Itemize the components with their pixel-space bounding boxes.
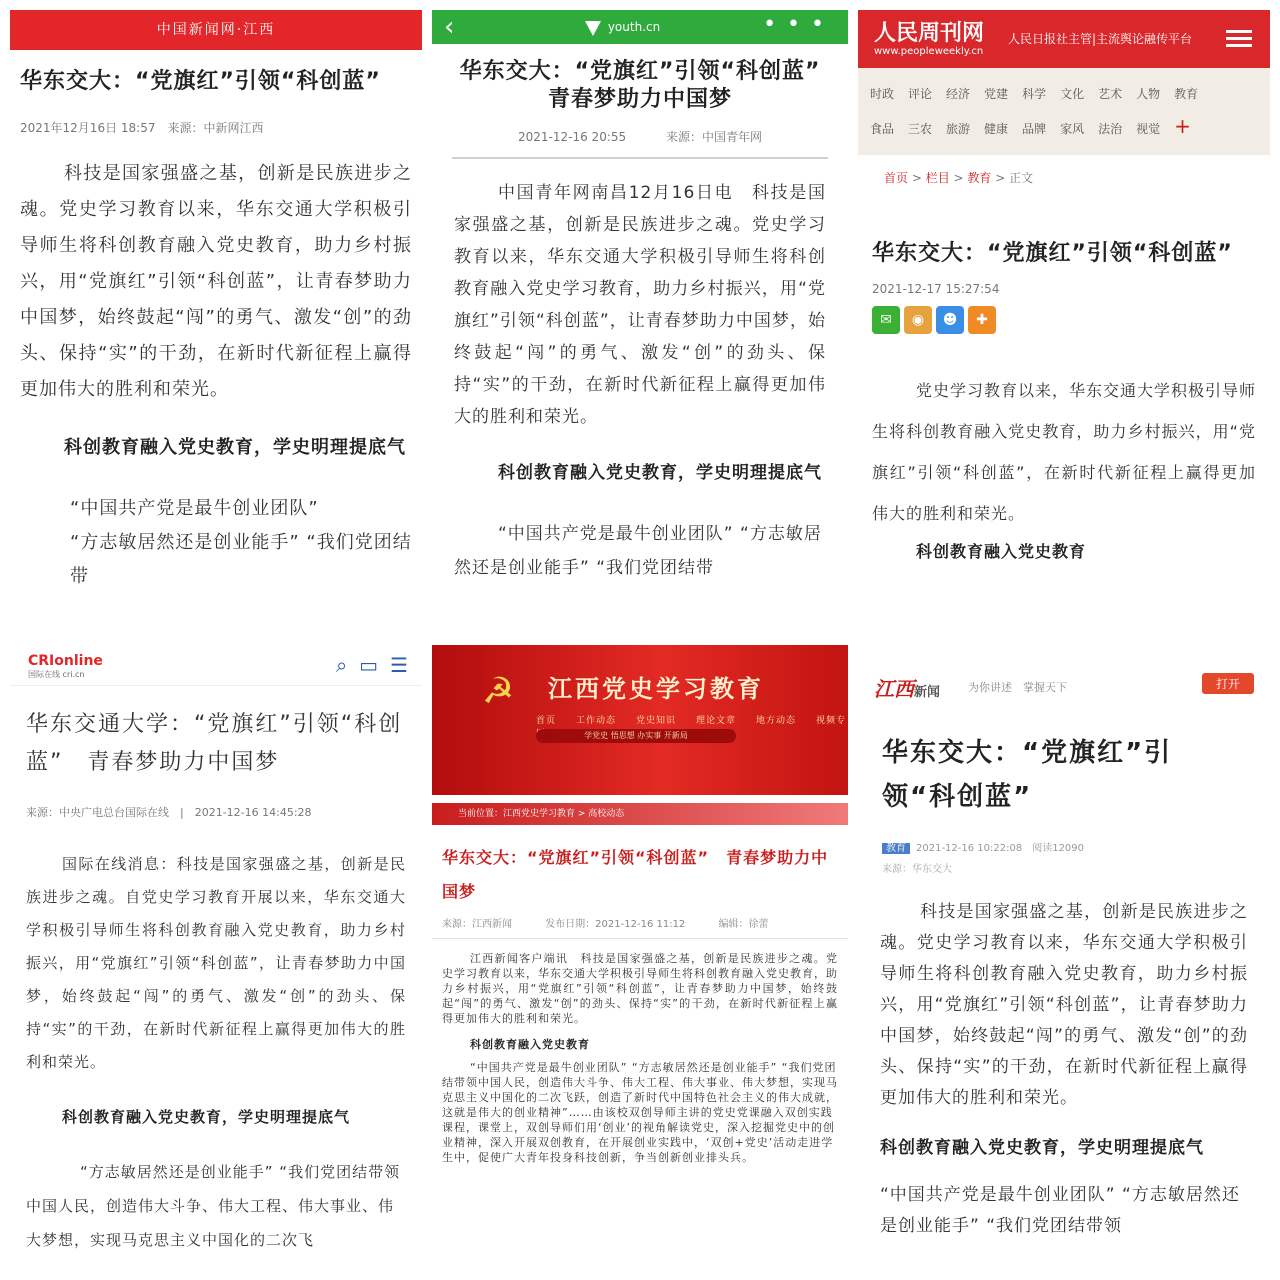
weibo-share-icon[interactable]: ◉ <box>904 306 932 334</box>
hammer-sickle-icon: ☭ <box>482 671 515 712</box>
nav-item[interactable]: 科学 <box>1022 87 1047 101</box>
nav-item[interactable]: 党建 <box>984 87 1009 101</box>
article-subhead: 科创教育融入党史教育 <box>470 1038 590 1051</box>
article-title: 华东交大：“党旗红”引领“科创蓝” 青春梦助力中国梦 <box>459 59 844 112</box>
monitor-icon[interactable]: ▭ <box>359 653 379 677</box>
app-toolbar <box>432 10 848 44</box>
wechat-share-icon[interactable]: ✉ <box>872 306 900 334</box>
article-editor: 编辑：徐蕾 <box>718 919 769 930</box>
article-source: 来源：华东交大 <box>882 864 952 875</box>
article-title: 华东交大：“党旗红”引领“科创蓝” <box>20 69 381 94</box>
nav-item[interactable]: 艺术 <box>1098 87 1123 101</box>
panel-jiangxi-news <box>858 645 1270 1270</box>
panel-cri <box>10 645 422 1270</box>
more-options-icon[interactable]: • • • <box>763 12 826 37</box>
article-meta: 2021-12-17 15:27:54 <box>872 282 1000 296</box>
qq-share-icon[interactable]: ☻ <box>936 306 964 334</box>
panel-peopleweekly <box>858 10 1270 635</box>
article-source: 来源：江西新闻 <box>442 919 512 930</box>
article-meta <box>858 819 1270 854</box>
back-icon[interactable]: ‹ <box>444 12 455 42</box>
article-quote: “中国共产党是最牛创业团队” <box>70 498 319 519</box>
site-banner <box>432 645 848 795</box>
nav-item[interactable]: 法治 <box>1098 122 1123 136</box>
menu-icon[interactable]: ☰ <box>390 653 408 677</box>
panel-chinanews <box>10 10 422 635</box>
location-ribbon: 当前位置：江西党史学习教育 > 高校动态 <box>432 803 848 825</box>
article-paragraph: 江西新闻客户端讯 科技是国家强盛之基，创新是民族进步之魂。党史学习教育以来，华东交通大学积极引导师生将科创教育融入党史教育，助力乡村振兴，用“党旗红”引领“科创蓝”，让青春梦助力中国梦，始终鼓起“闯”的勇气、激发“创”的劲头、保持“实”的干劲，在新时代新征程上赢得更加伟大的胜利和荣光。 <box>442 952 838 1025</box>
add-channel-icon[interactable]: + <box>1174 114 1191 138</box>
panel-youth <box>432 10 848 635</box>
nav-item[interactable]: 评论 <box>908 87 933 101</box>
nav-item[interactable]: 经济 <box>946 87 971 101</box>
article-source: 来源：中国青年网 <box>665 130 762 144</box>
nav-item[interactable]: 教育 <box>1174 87 1199 101</box>
category-badge[interactable]: 教育 <box>882 843 910 854</box>
article-paragraph: 中国青年网南昌12月16日电 科技是国家强盛之基，创新是民族进步之魂。党史学习教育以来，华东交通大学积极引导师生将科创教育融入党史学习教育，助力乡村振兴，用“党旗红”引领“科创蓝”，让青春梦助力中国梦，始终鼓起“闯”的勇气、激发“创”的劲头、保持“实”的干劲，在新时代新征程上赢得更加伟大的胜利和荣光。 <box>454 183 826 427</box>
breadcrumb: 首页 > 栏目 > 教育 > 正文 <box>884 171 1034 185</box>
site-header <box>858 10 1270 68</box>
more-share-icon[interactable]: ✚ <box>968 306 996 334</box>
nav-item[interactable]: 健康 <box>984 122 1009 136</box>
breadcrumb-item[interactable]: 栏目 <box>925 171 950 185</box>
article-subhead: 科创教育融入党史教育，学史明理提底气 <box>64 437 406 458</box>
site-header: 中国新闻网·江西 <box>10 10 422 50</box>
nav-item[interactable]: 家风 <box>1060 122 1085 136</box>
article-paragraph: “中国共产党是最牛创业团队” “方志敏居然还是创业能手” “我们党团结带领中国人民，创造伟大斗争、伟大工程、伟大事业、伟大梦想，实现马克思主义中国化的二次飞跃，创造了新时代中国特色社会主义的伟大成就，这就是伟大的创业精神”……由该校双创导师主讲的党史党课融入双创实践课程，课堂上，双创导师们用‘创业’的视角解读党史，深入挖掘党史中的创业精神，深入开展双创教育，在开展创业实践中，‘双创+党史’活动走进学生中，促使广大青年投身科技创新，争当创新创业排头兵。 <box>442 1061 838 1164</box>
article-date: 2021-12-16 20:55 <box>518 130 627 144</box>
nav-item[interactable]: 时政 <box>870 87 895 101</box>
article-title: 华东交大：“党旗红”引领“科创蓝” <box>872 241 1233 266</box>
nav-item[interactable]: 旅游 <box>946 122 971 136</box>
hamburger-menu-icon[interactable] <box>1226 26 1252 51</box>
article-subhead: 科创教育融入党史教育，学史明理提底气 <box>498 463 822 483</box>
breadcrumb-item[interactable]: 首页 <box>884 171 909 185</box>
site-slogan: 为你讲述 掌握天下 <box>968 681 1067 694</box>
nav-item[interactable]: 人物 <box>1136 87 1161 101</box>
article-paragraph: 国际在线消息：科技是国家强盛之基，创新是民族进步之魂。自党史学习教育开展以来，华东交通大学积极引导师生将科创教育融入党史教育，助力乡村振兴，用“党旗红”引领“科创蓝”，让青春梦助力中国梦，始终鼓起“闯”的勇气、激发“创”的劲头、保持“实”的干劲，在新时代新征程上赢得更加伟大的胜利和荣光。 <box>26 855 406 1071</box>
article-paragraph: 科技是国家强盛之基，创新是民族进步之魂。党史学习教育以来，华东交通大学积极引导师生将科创教育融入党史教育，助力乡村振兴，用“党旗红”引领“科创蓝”，让青春梦助力中国梦，始终鼓起“闯”的勇气、激发“创”的劲头、保持“实”的干劲，在新时代新征程上赢得更加伟大的胜利和荣光。 <box>880 902 1248 1108</box>
article-meta <box>432 909 848 939</box>
logo-text: 江西 <box>874 677 914 701</box>
article-meta: 2021年12月16日 18:57 来源：中新网江西 <box>20 121 264 135</box>
article-paragraph: 党史学习教育以来，华东交通大学积极引导师生将科创教育融入党史教育，助力乡村振兴，用“党旗红”引领“科创蓝”，在新时代新征程上赢得更加伟大的胜利和荣光。 <box>872 381 1257 523</box>
article-quote: “中国共产党是最牛创业团队” “方志敏居然还是创业能手” “我们党团结带 <box>454 524 822 578</box>
nav-item[interactable]: 视觉 <box>1136 122 1161 136</box>
logo-subtext: 国际在线 cri.cn <box>28 670 85 679</box>
article-quote: “中国共产党是最牛创业团队” “方志敏居然还是创业能手” “我们党团结带领 <box>880 1185 1240 1236</box>
article-subhead: 科创教育融入党史教育，学史明理提底气 <box>62 1108 351 1126</box>
breadcrumb-item: 正文 <box>1009 171 1034 185</box>
banner-slogan-button[interactable]: 学党史 悟思想 办实事 开新局 <box>536 729 736 743</box>
article-subhead: 科创教育融入党史教育 <box>916 542 1087 561</box>
banner-nav[interactable]: 首页 工作动态 党史知识 理论文章 地方动态 视频专 <box>536 716 847 726</box>
site-logo <box>582 14 660 40</box>
logo-text: CRIonline <box>28 653 103 669</box>
share-bar <box>858 306 1270 334</box>
article-quote: “方志敏居然还是创业能手” “我们党团结带领中国人民，创造伟大斗争、伟大工程、伟大事业、伟大梦想，实现马克思主义中国化的二次飞 <box>26 1163 401 1249</box>
article-date: 发布日期：2021-12-16 11:12 <box>545 919 686 930</box>
breadcrumb-item[interactable]: 教育 <box>967 171 992 185</box>
nav-item[interactable]: 食品 <box>870 122 895 136</box>
open-app-button[interactable]: 打开 <box>1202 673 1254 694</box>
logo-subtext: 新闻 <box>914 685 941 700</box>
article-date: 2021-12-16 10:22:08 阅读12090 <box>916 843 1085 854</box>
panel-jiangxi-party-history <box>432 645 848 1270</box>
site-logo[interactable] <box>28 653 103 680</box>
site-slogan: 人民日报社主管|主流舆论融传平台 <box>1008 32 1193 46</box>
site-logo[interactable]: 人民周刊网 <box>874 20 985 46</box>
article-meta: 来源：中央广电总台国际在线 | 2021-12-16 14:45:28 <box>26 806 312 819</box>
site-header <box>10 645 422 686</box>
article-quote: “方志敏居然还是创业能手” “我们党团结带 <box>70 532 412 587</box>
article-paragraph: 科技是国家强盛之基，创新是民族进步之魂。党史学习教育以来，华东交通大学积极引导师生将科创教育融入党史教育，助力乡村振兴，用“党旗红”引领“科创蓝”，让青春梦助力中国梦，始终鼓起“闯”的勇气、激发“创”的劲头、保持“实”的干劲，在新时代新征程上赢得更加伟大的胜利和荣光。 <box>20 163 412 400</box>
channel-nav <box>858 68 1270 155</box>
header-icons <box>324 653 408 677</box>
site-header <box>858 645 1270 715</box>
site-url: www.peopleweekly.cn <box>874 46 984 57</box>
youth-logo-icon <box>582 17 604 39</box>
article-title: 华东交大：“党旗红”引领“科创蓝” <box>882 738 1173 812</box>
logo-text: youth.cn <box>607 20 661 34</box>
article-subhead: 科创教育融入党史教育，学史明理提底气 <box>880 1138 1204 1158</box>
nav-item[interactable]: 文化 <box>1060 87 1085 101</box>
banner-title: 江西党史学习教育 <box>548 675 764 703</box>
search-icon[interactable]: ⌕ <box>335 653 348 677</box>
nav-item[interactable]: 三农 <box>908 122 933 136</box>
article-title: 华东交通大学：“党旗红”引领“科创蓝” 青春梦助力中国梦 <box>26 712 403 775</box>
site-logo[interactable] <box>874 673 940 702</box>
article-title: 华东交大：“党旗红”引领“科创蓝” 青春梦助力中国梦 <box>442 848 829 901</box>
article-meta <box>452 114 828 159</box>
nav-item[interactable]: 品牌 <box>1022 122 1047 136</box>
